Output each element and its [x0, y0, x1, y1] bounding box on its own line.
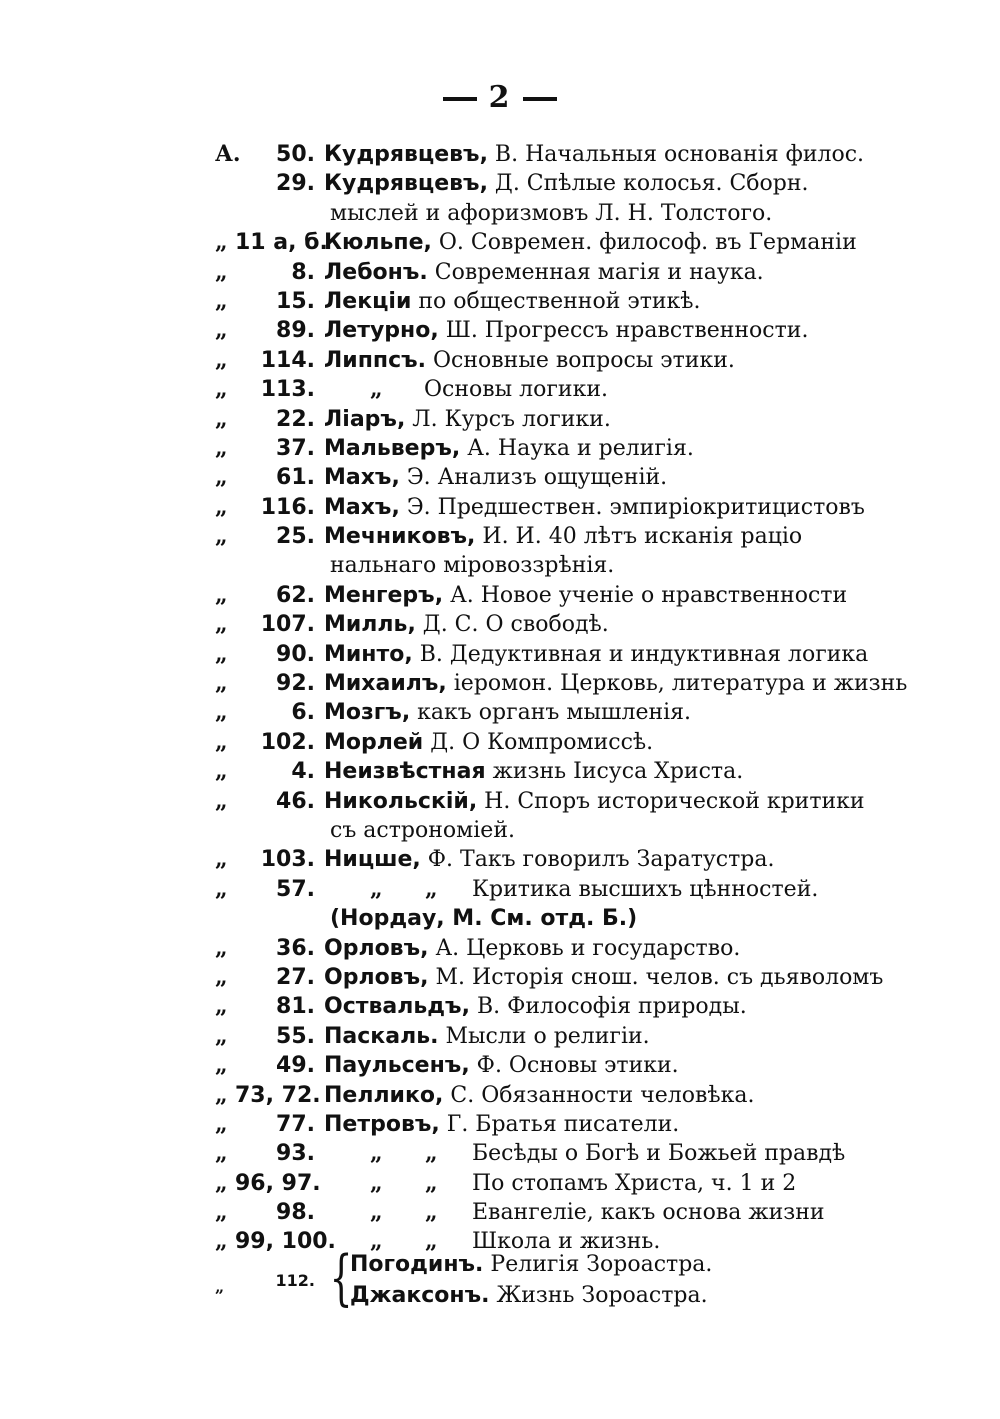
initial-ditto-mark: „ — [425, 1199, 438, 1226]
entry-text — [324, 963, 884, 992]
entry-number: 116. — [260, 494, 315, 520]
entry-title: какъ органъ мышленія. — [410, 700, 692, 726]
catalogue-entry — [0, 581, 848, 610]
entry-number: 15. — [276, 288, 315, 314]
page-number-text: 2 — [488, 80, 512, 115]
entry-text — [324, 522, 803, 551]
catalogue-entry — [0, 934, 792, 963]
catalogue-entry — [0, 346, 792, 375]
entry-title: Д. О Компромиссѣ. — [423, 729, 654, 755]
catalogue-entry — [0, 375, 792, 404]
entry-title: Г. Братья писатели. — [439, 1111, 680, 1137]
author-ditto-mark: „ — [370, 1228, 383, 1255]
entry-author: Мечниковъ, — [324, 524, 476, 550]
entry-number: 62. — [276, 582, 315, 608]
author-ditto-mark: „ — [370, 1140, 383, 1167]
catalogue-entry — [0, 522, 803, 551]
catalogue-entry — [0, 169, 809, 198]
entry-number: 114. — [260, 347, 315, 373]
entry-title: Э. Анализъ ощущеній. — [399, 465, 668, 491]
catalogue-entry — [0, 258, 792, 287]
catalogue-entry — [0, 434, 792, 463]
entry-text — [324, 463, 792, 492]
entry-title: А. Новое ученіе о нравственности — [443, 582, 848, 608]
page-number — [0, 80, 1000, 115]
entry-author: Пеллико, — [324, 1082, 444, 1108]
entry-text — [324, 669, 908, 698]
entry-number: 112. — [275, 1271, 315, 1290]
entry-author: Махъ, — [324, 494, 400, 520]
entry-number: 61. — [276, 465, 315, 491]
entry-number: 25. — [276, 524, 315, 550]
initial-ditto-mark: „ — [425, 1140, 438, 1167]
entry-text — [324, 493, 865, 522]
entry-number: 8. — [291, 259, 315, 285]
ditto-mark: „ — [215, 1228, 228, 1255]
entry-number: 37. — [276, 435, 315, 461]
ditto-mark: „ — [215, 581, 228, 608]
entry-title: Критика высшихъ цѣнностей. — [472, 876, 819, 902]
catalogue-entry — [0, 698, 792, 727]
entry-author: Петровъ, — [324, 1111, 440, 1137]
entry-text — [324, 228, 857, 257]
entry-number: 93. — [276, 1141, 315, 1167]
entry-continuation: мыслей и афоризмовъ Л. Н. Толстого. — [330, 200, 773, 226]
ditto-mark: „ — [215, 1199, 228, 1226]
catalogue-entry — [0, 228, 857, 257]
catalogue-entry — [0, 757, 792, 786]
ditto-mark: „ — [215, 758, 228, 785]
entry-title: Евангеліе, какъ основа жизни — [472, 1200, 825, 1226]
catalogue-entry — [0, 1051, 792, 1080]
ditto-mark: „ — [215, 317, 228, 344]
entry-title: В. Философія природы. — [469, 994, 747, 1020]
catalogue-entry — [0, 992, 792, 1021]
entry-author: Кудрявцевъ, — [324, 142, 488, 167]
ditto-mark: „ — [215, 699, 228, 726]
entry-author: Неизвѣстная — [324, 759, 486, 785]
catalogue-entry — [0, 140, 865, 169]
entry-title: Религія Зороастра. — [483, 1252, 713, 1277]
ditto-mark: „ — [215, 405, 228, 432]
entry-title: О. Современ. философ. въ Германіи — [431, 230, 857, 256]
catalogue-entry-last — [0, 1243, 1000, 1313]
ditto-mark: „ — [215, 1022, 228, 1049]
entry-line-1 — [350, 1250, 790, 1280]
author-ditto-mark: „ — [370, 376, 383, 403]
catalogue-entry — [0, 1198, 825, 1227]
ditto-mark: „ — [215, 963, 228, 990]
ditto-mark: „ — [215, 875, 228, 902]
ditto-mark: „ — [215, 993, 228, 1020]
entry-number: 49. — [276, 1053, 315, 1079]
entry-title: А. Церковь и государство. — [428, 935, 741, 961]
catalogue-entries — [0, 140, 1000, 1257]
author-ditto-mark: „ — [370, 875, 383, 902]
entry-author: Кюльпе, — [324, 230, 432, 256]
entry-author: Паульсенъ, — [324, 1053, 470, 1079]
catalogue-entry — [0, 640, 869, 669]
entry-number: 73, 72. — [235, 1082, 321, 1108]
entry-text — [324, 640, 869, 669]
entry-text — [324, 287, 792, 316]
catalogue-entry — [0, 816, 792, 845]
entry-text — [324, 845, 792, 874]
entry-text — [324, 1022, 792, 1051]
catalogue-entry — [0, 405, 792, 434]
entry-title: Основные вопросы этики. — [426, 347, 735, 373]
entry-number: 102. — [260, 729, 315, 755]
entry-title: жизнь Іисуса Христа. — [485, 759, 744, 785]
entry-author: Минто, — [324, 641, 413, 667]
entry-number: 107. — [260, 612, 315, 638]
catalogue-entry — [0, 287, 792, 316]
entry-number: 50. — [276, 142, 315, 167]
entry-title: Бесѣды о Богѣ и Божьей правдѣ — [472, 1141, 846, 1167]
entry-title: Ш. Прогрессъ нравственности. — [438, 318, 809, 344]
entry-author: Лекціи — [324, 288, 412, 314]
entry-text — [324, 316, 809, 345]
entry-title: Н. Споръ исторической критики — [477, 788, 865, 814]
catalogue-entry — [0, 787, 865, 816]
entry-number: 103. — [260, 847, 315, 873]
entry-text — [324, 728, 792, 757]
entry-number: 77. — [276, 1111, 315, 1137]
ditto-mark: „ — [215, 287, 228, 314]
author-ditto-mark: „ — [370, 1169, 383, 1196]
entry-author: Ліаръ, — [324, 406, 406, 432]
entry-title: По стопамъ Христа, ч. 1 и 2 — [472, 1170, 797, 1196]
entry-text — [324, 698, 792, 727]
entry-title: по общественной этикѣ. — [411, 288, 701, 314]
entry-number: 96, 97. — [235, 1170, 321, 1196]
entry-text — [324, 757, 792, 786]
ditto-mark: „ — [215, 640, 228, 667]
entry-text — [324, 610, 792, 639]
ditto-mark: „ — [215, 846, 228, 873]
catalogue-entry — [0, 875, 819, 904]
entry-title: Современная магія и наука. — [427, 259, 764, 285]
catalogue-entry — [0, 493, 865, 522]
ditto-mark: „ — [215, 1140, 228, 1167]
entry-number: 27. — [276, 964, 315, 990]
entry-title: В. Начальныя основанія филос. — [487, 142, 865, 167]
entry-author: Милль, — [324, 612, 416, 638]
catalogue-entry — [0, 845, 792, 874]
entry-text — [324, 405, 792, 434]
ditto-mark: „ — [215, 728, 228, 755]
entry-number: 89. — [276, 318, 315, 344]
entry-text — [324, 169, 809, 198]
entry-author: Паскаль. — [324, 1023, 439, 1049]
entry-title: Д. С. О свободѣ. — [415, 612, 609, 638]
ditto-mark: „ — [215, 1052, 228, 1079]
entry-author: Оствальдъ, — [324, 994, 470, 1020]
entry-author: Орловъ, — [324, 964, 429, 990]
catalogue-entry — [0, 1139, 846, 1168]
catalogue-entry — [0, 728, 792, 757]
entry-number: 98. — [276, 1200, 315, 1226]
entry-text — [324, 346, 792, 375]
entry-title: Д. Спѣлые колосья. Сборн. — [487, 171, 809, 197]
brace-symbol: { — [329, 1243, 353, 1313]
entry-title: А. Наука и религія. — [460, 435, 694, 461]
entry-author: Липпсъ. — [324, 347, 427, 373]
ditto-mark: „ — [215, 1081, 228, 1108]
ditto-mark: „ — [215, 258, 228, 285]
entry-title: Основы логики. — [424, 377, 608, 403]
entry-text — [324, 934, 792, 963]
catalogue-entry — [0, 316, 809, 345]
entry-author: Махъ, — [324, 465, 400, 491]
ditto-mark: „ — [215, 346, 228, 373]
entry-number: 57. — [276, 876, 315, 902]
ditto-mark: „ — [215, 1169, 228, 1196]
entry-line-2 — [350, 1281, 790, 1311]
entry-author: Ницше, — [324, 847, 421, 873]
entry-continuation: съ астрономіей. — [330, 817, 515, 843]
ditto-mark: „ — [215, 1110, 228, 1137]
entry-title: Ф. Основы этики. — [469, 1053, 679, 1079]
catalogue-entry — [0, 1081, 792, 1110]
entry-title: Э. Предшествен. эмпиріокритицистовъ — [399, 494, 865, 520]
entry-title: И. И. 40 лѣтъ исканія раціо — [475, 524, 803, 550]
entry-continuation: нальнаго міровоззрѣнія. — [330, 553, 615, 579]
ditto-mark: „ — [215, 611, 228, 638]
ditto-mark: „ — [215, 229, 228, 256]
catalogue-entry — [0, 1022, 792, 1051]
entry-author: Менгеръ, — [324, 582, 444, 608]
ditto-mark: „ — [215, 434, 228, 461]
entry-number: 4. — [291, 759, 315, 785]
ditto-mark: „ — [215, 523, 228, 550]
ditto-mark: „ — [215, 464, 228, 491]
entry-author: Джаксонъ. — [350, 1283, 490, 1308]
catalogue-entry — [0, 1110, 792, 1139]
catalogue-entry — [0, 610, 792, 639]
entry-title: Жизнь Зороастра. — [489, 1283, 708, 1308]
entry-text — [324, 140, 865, 169]
entry-text — [324, 258, 792, 287]
entry-title: С. Обязанности человѣка. — [443, 1082, 755, 1108]
ditto-mark: „ — [215, 934, 228, 961]
entry-title: М. Исторія снош. челов. съ дьяволомъ — [428, 964, 884, 990]
entry-text — [324, 1110, 792, 1139]
entry-number: 36. — [276, 935, 315, 961]
catalogue-entry — [0, 669, 908, 698]
entry-author: Погодинъ. — [350, 1252, 484, 1277]
entry-number: 46. — [276, 788, 315, 814]
catalogue-entry — [0, 199, 792, 228]
entry-number: 22. — [276, 406, 315, 432]
entry-author: Орловъ, — [324, 935, 429, 961]
entry-title: Мысли о религіи. — [438, 1023, 650, 1049]
entry-text — [324, 1051, 792, 1080]
entry-title: Л. Курсъ логики. — [405, 406, 611, 432]
entry-text — [324, 434, 792, 463]
initial-ditto-mark: „ — [425, 1169, 438, 1196]
dash-right — [523, 97, 557, 101]
initial-ditto-mark: „ — [425, 1228, 438, 1255]
entry-number: 81. — [276, 994, 315, 1020]
entry-author: Летурно, — [324, 318, 439, 344]
entry-author: Морлей — [324, 729, 424, 755]
entry-author: Мальверъ, — [324, 435, 461, 461]
entry-text — [324, 992, 792, 1021]
entry-author: Лебонъ. — [324, 259, 428, 285]
ditto-mark: А. — [215, 141, 241, 167]
entry-title: Школа и жизнь. — [472, 1229, 661, 1255]
author-ditto-mark: „ — [370, 1199, 383, 1226]
entry-title: іеромон. Церковь, литература и жизнь — [446, 671, 908, 697]
catalogue-entry — [0, 963, 884, 992]
catalogue-entry — [0, 551, 792, 580]
dash-left — [443, 97, 477, 101]
catalogue-entry — [0, 1169, 797, 1198]
entry-author: Никольскій, — [324, 788, 478, 814]
entry-text — [324, 581, 848, 610]
entry-cross-reference: (Нордау, М. См. отд. Б.) — [330, 906, 638, 932]
ditto-mark: „ — [215, 787, 228, 814]
initial-ditto-mark: „ — [425, 875, 438, 902]
catalogue-entry — [0, 463, 792, 492]
entry-title: В. Дедуктивная и индуктивная логика — [412, 641, 869, 667]
catalogue-entry — [0, 904, 792, 933]
entry-number: 11 а, б. — [235, 230, 328, 256]
entry-author: Мозгъ, — [324, 700, 411, 726]
ditto-mark: „ — [215, 493, 228, 520]
entry-text — [324, 787, 865, 816]
entry-text — [324, 1081, 792, 1110]
entry-number: 55. — [276, 1023, 315, 1049]
ditto-mark: „ — [215, 670, 228, 697]
entry-title: Ф. Такъ говорилъ Заратустра. — [420, 847, 775, 873]
ditto-mark: „ — [215, 376, 228, 403]
entry-author: Кудрявцевъ, — [324, 171, 488, 197]
entry-number: 92. — [276, 671, 315, 697]
ditto-mark: „ — [215, 1277, 225, 1296]
entry-author: Михаилъ, — [324, 671, 447, 697]
entry-number: 29. — [276, 171, 315, 197]
entry-number: 113. — [260, 377, 315, 403]
entry-number: 99, 100. — [235, 1229, 336, 1255]
entry-number: 90. — [276, 641, 315, 667]
entry-number: 6. — [291, 700, 315, 726]
